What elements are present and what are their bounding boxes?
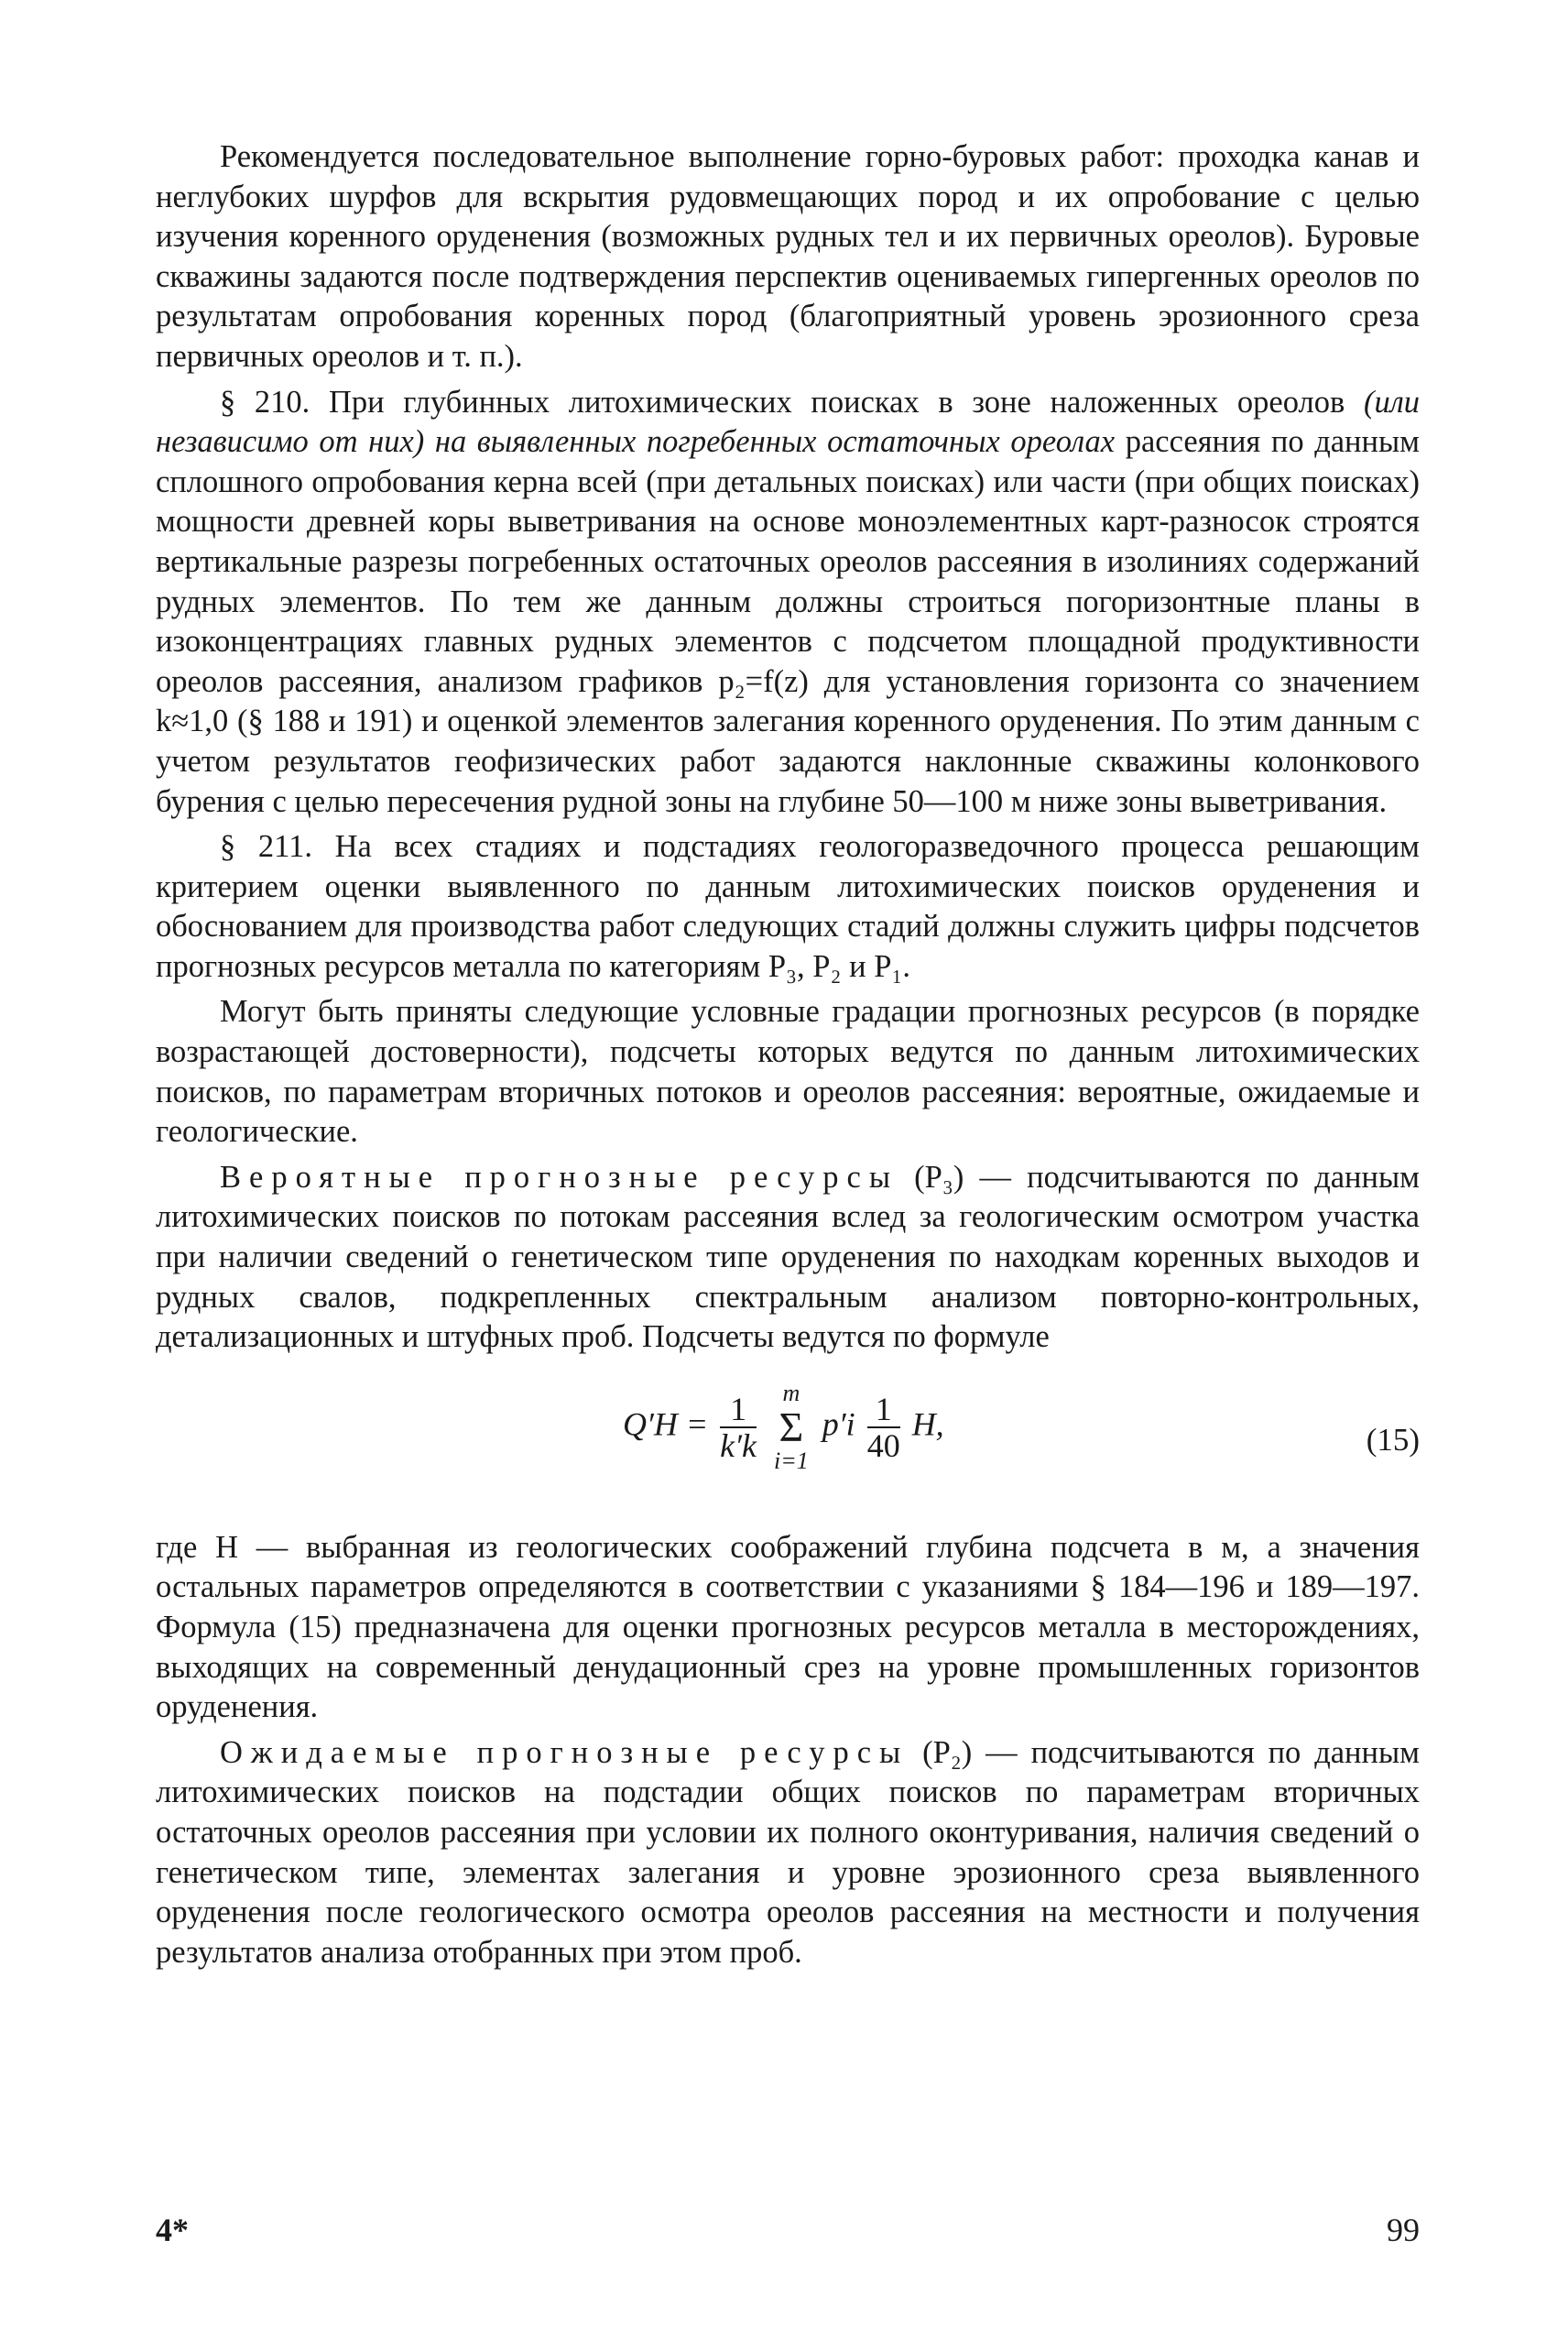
formula-sum-lower: i=1 (774, 1447, 809, 1474)
formula-fraction-2-denominator: 40 (866, 1426, 900, 1464)
formula-fraction-2-numerator: 1 (867, 1392, 900, 1428)
paragraph-gradations: Могут быть приняты следующие условные градации прогнозных ресурсов (в порядке возрастающей достоверности), подсчеты которых ведутся по данным литохимических поисков, по параметрам вторичных потоков и ореолов рассеяния: вероятные, ожидаемые и геологические. (156, 994, 1420, 1150)
paragraph-210-rest: рассеяния по данным сплошного опробования керна всей (при детальных поисках) или части (при общих поисках) мощности древней коры выветривания на основе моноэлементных карт-разносок строятся вертикальные разрезы погребенных остаточных ореолов рассеяния в изолиниях содержаний рудных элементов. По тем же данным должны строиться погоризонтные планы в изоконцентрациях главных рудных элементов с подсчетом площадной продуктивности ореолов рассеяния, анализом графиков p₂=f(z) для установления горизонта со значением k≈1,0 (§ 188 и 191) и оценкой элементов залегания коренного оруденения. По этим данным с учетом результатов геофизических работ задаются наклонные скважины колонкового бурения с целью пересечения рудной зоны на глубине 50—100 м ниже зоны выветривания. (156, 424, 1420, 819)
formula-sum-upper: m (782, 1379, 800, 1406)
formula-fraction-1-denominator: k′k (720, 1426, 757, 1464)
formula-lhs: Q′H = (623, 1405, 709, 1443)
term-probable-resources: Вероятные прогнозные ресурсы (220, 1159, 899, 1195)
paragraph-210 (156, 383, 1420, 823)
formula-sum-sign: Σ (779, 1403, 804, 1450)
paragraph-formula-explanation: где H — выбранная из геологических соображений глубина подсчета в м, а значения остальных параметров определяются в соответствии с указаниями § 184—196 и 189—197. Формула (15) предназначена для оценки прогнозных ресурсов металла в месторождениях, выходящих на современный денудационный срез на уровне промышленных горизонтов оруденения. (156, 1529, 1420, 1725)
page-number: 99 (1387, 2212, 1420, 2248)
term-expected-resources: Ожидаемые прогнозные ресурсы (220, 1734, 909, 1770)
paragraph-expected-resources (156, 1733, 1420, 1973)
formula-expression (623, 1380, 944, 1475)
formula-fraction-1 (720, 1392, 757, 1463)
formula-number: (15) (1366, 1421, 1420, 1458)
formula-fraction-1-numerator: 1 (720, 1392, 757, 1428)
paragraph-probable-resources (156, 1158, 1420, 1358)
page-body (156, 137, 1420, 1978)
formula-sum (774, 1380, 809, 1475)
formula-tail: H, (911, 1405, 944, 1443)
paragraph-211: § 211. На всех стадиях и подстадиях геологоразведочного процесса решающим критерием оценки выявленного по данным литохимических поисков оруденения и обоснованием для производства работ следующих стадий должны служить цифры подсчетов прогнозных ресурсов металла по категориям P₃, P₂ и P₁. (156, 829, 1420, 984)
paragraph-expected-rest: (P₂) — подсчитываются по данным литохимических поисков на подстадии общих поисков по параметрам вторичных остаточных ореолов рассеяния при условии их полного оконтуривания, наличия сведений о генетическом типе, элементах залегания и уровне эрозионного среза выявленного оруденения после геологического осмотра ореолов рассеяния на местности и получения результатов анализа отобранных при этом проб. (156, 1734, 1420, 1970)
paragraph-1: Рекомендуется последовательное выполнение горно-буровых работ: проходка канав и неглубоких шурфов для вскрытия рудовмещающих пород и их опробование с целью изучения коренного оруденения (возможных рудных тел и их первичных ореолов). Буровые скважины задаются после подтверждения перспектив оцениваемых гипергенных ореолов по результатам опробования коренных пород (благоприятный уровень эрозионного среза первичных ореолов и т. п.). (156, 139, 1420, 374)
signature-mark: 4* (156, 2212, 189, 2248)
formula-term: p′i (822, 1405, 855, 1443)
formula-15 (156, 1374, 1420, 1512)
paragraph-210-italic: (или независимо от них) на выявленных погребенных остаточных ореолах (156, 384, 1420, 460)
formula-fraction-2 (867, 1392, 900, 1463)
paragraph-probable-rest: (P₃) — подсчитываются по данным литохимических поисков по потокам рассеяния вслед за геологическим осмотром участка при наличии сведений о генетическом типе оруденения по находкам коренных выходов и рудных свалов, подкрепленных спектральным анализом повторно-контрольных, детализационных и штуфных проб. Подсчеты ведутся по формуле (156, 1159, 1420, 1355)
paragraph-210-lead: § 210. При глубинных литохимических поисках в зоне наложенных ореолов (220, 384, 1364, 420)
page-footer (156, 2211, 1420, 2256)
